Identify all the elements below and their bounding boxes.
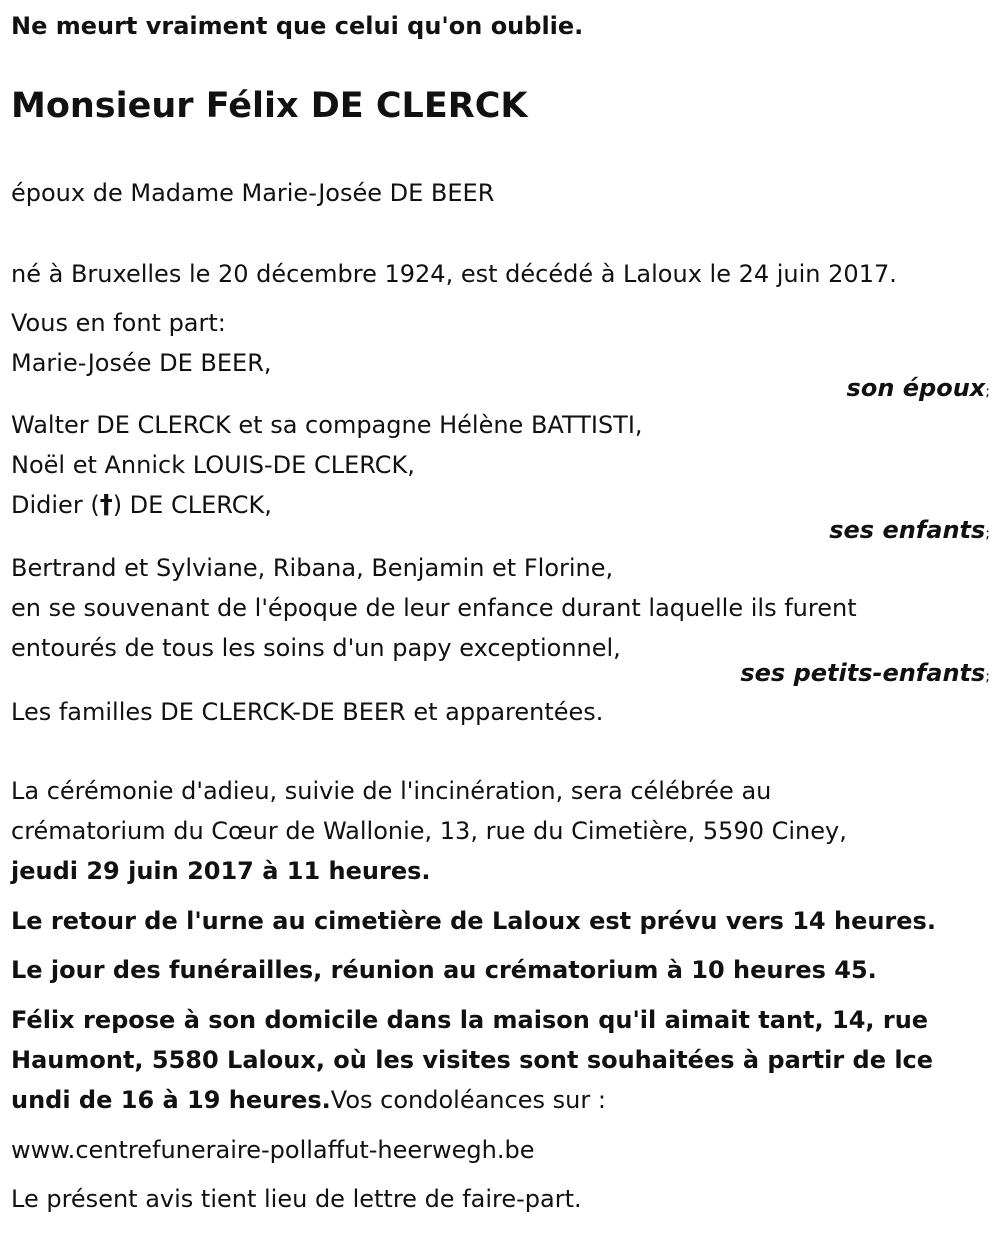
cross-icon: † <box>99 490 113 520</box>
ceremony-line-1: La cérémonie d'adieu, suivie de l'incinération, sera célébrée au <box>11 777 772 805</box>
grandchild-line-1: Bertrand et Sylviane, Ribana, Benjamin et Florine, <box>11 554 614 582</box>
role-children <box>829 510 990 554</box>
spouse-line: époux de Madame Marie-Josée DE BEER <box>11 179 495 207</box>
motto: Ne meurt vraiment que celui qu'on oublie. <box>11 12 584 40</box>
grandchild-line-3: entourés de tous les soins d'un papy exceptionnel, <box>11 634 621 662</box>
website-link[interactable]: www.centrefuneraire-pollaffut-heerwegh.be <box>11 1136 535 1164</box>
urn-return-line: Le retour de l'urne au cimetière de Laloux est prévu vers 14 heures. <box>11 907 936 935</box>
visiting-hours: undi de 16 à 19 heures. <box>11 1086 331 1114</box>
child-line-3 <box>11 485 272 525</box>
role-label: ses enfants <box>829 516 986 544</box>
grandchild-line-2: en se souvenant de l'époque de leur enfance durant laquelle ils furent <box>11 594 857 622</box>
role-grandchildren <box>740 653 990 697</box>
funeral-meeting-line: Le jour des funérailles, réunion au crématorium à 10 heures 45. <box>11 956 877 984</box>
child-line-1: Walter DE CLERCK et sa compagne Hélène BATTISTI, <box>11 411 643 439</box>
repose-line-1: Félix repose à son domicile dans la maison qu'il aimait tant, 14, rue <box>11 1006 929 1034</box>
role-label: ses petits-enfants <box>740 659 986 687</box>
families-line: Les familles DE CLERCK-DE BEER et apparentées. <box>11 698 604 726</box>
condolences-label: Vos condoléances sur : <box>330 1086 606 1114</box>
child-line-3-after: ) DE CLERCK, <box>112 491 272 519</box>
child-line-2: Noël et Annick LOUIS-DE CLERCK, <box>11 451 415 479</box>
child-line-3-before: Didier ( <box>11 491 100 519</box>
ceremony-date: jeudi 29 juin 2017 à 11 heures. <box>11 857 431 885</box>
role-spouse <box>847 368 990 412</box>
notice-line: Le présent avis tient lieu de lettre de faire-part. <box>11 1185 582 1213</box>
repose-line-2: Haumont, 5580 Laloux, où les visites sont souhaitées à partir de lce <box>11 1046 934 1074</box>
deceased-name: Monsieur Félix DE CLERCK <box>11 86 528 126</box>
intro-line: Vous en font part: <box>11 309 226 337</box>
role-separator: ; <box>985 526 990 542</box>
role-separator: ; <box>985 384 990 400</box>
role-label: son époux <box>846 374 986 402</box>
role-separator: ; <box>985 669 990 685</box>
repose-line-3 <box>11 1080 606 1120</box>
spouse-name: Marie-Josée DE BEER, <box>11 349 272 377</box>
ceremony-line-2: crématorium du Cœur de Wallonie, 13, rue du Cimetière, 5590 Ciney, <box>11 817 847 845</box>
birth-death-line: né à Bruxelles le 20 décembre 1924, est décédé à Laloux le 24 juin 2017. <box>11 260 897 288</box>
